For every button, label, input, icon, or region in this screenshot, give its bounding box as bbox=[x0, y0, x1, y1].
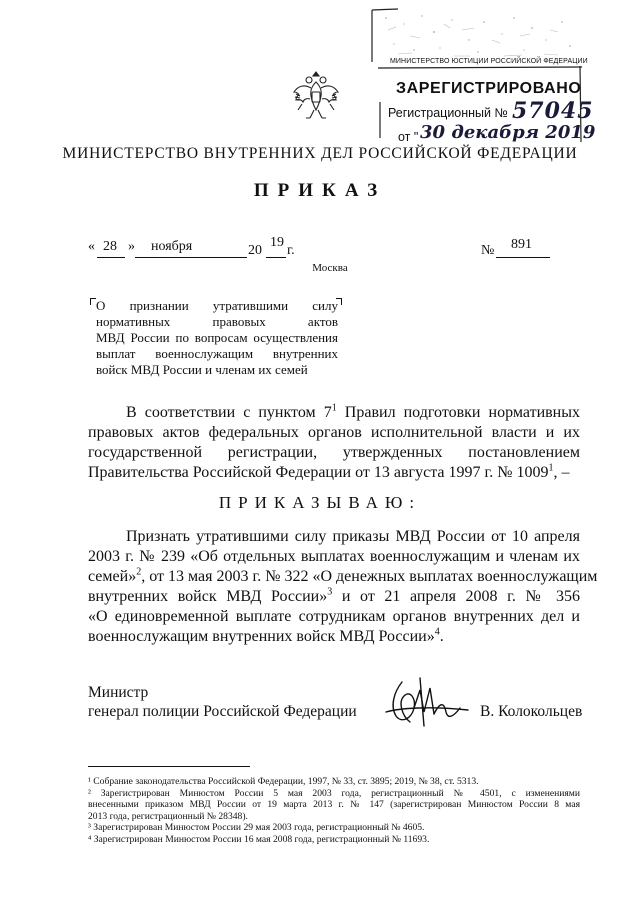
order-number-label: № bbox=[481, 243, 495, 258]
city: Москва bbox=[312, 262, 348, 274]
footnote-separator bbox=[88, 766, 250, 767]
footnote-line: ¹ Собрание законодательства Российской Федерации, 1997, № 33, ст. 3895; 2019, № 38, ст. 5313. bbox=[88, 776, 479, 787]
document-type: ПРИКАЗ bbox=[253, 180, 387, 201]
subject-line: О признании утратившими силу bbox=[96, 298, 338, 313]
order-body-paragraph: Признать утратившими силу приказы МВД России от 10 апреля 2003 г. № 239 «Об отдельных выплатах военнослужащим и членам их семей»$^2$, от 13 мая 2003 г. № 322 «О денежных выплатах военнослужащим внутренних войск МВД России»$^3$ и от 21 апреля 2008 г. № 356 «О единовременной выплате сотрудникам органов внутренних дел и военнослужащим внутренних войск МВД России»$^4$. bbox=[88, 528, 598, 645]
stamp-date-value: 30 декабря 2019 bbox=[420, 122, 596, 143]
date-century: 20 bbox=[248, 243, 262, 258]
stamp-date-label: от " bbox=[398, 130, 419, 144]
footnote-line: внесенными приказом МВД России от 19 марта 2013 г. № 147 (зарегистрирован Минюстом России 8 мая bbox=[88, 799, 580, 811]
signer-name: В. Колокольцев bbox=[480, 703, 583, 720]
date-day: 28 bbox=[103, 239, 117, 254]
stamp-regno-label: Регистрационный № bbox=[388, 106, 508, 120]
footnote-line: ³ Зарегистрирован Минюстом России 29 мая 2003 года, регистрационный № 4605. bbox=[88, 822, 425, 834]
order-verb: ПРИКАЗЫВАЮ: bbox=[218, 493, 422, 512]
footnote-line: ⁴ Зарегистрирован Минюстом России 16 мая 2008 года, регистрационный № 11693. bbox=[88, 833, 430, 845]
registration-stamp bbox=[368, 6, 596, 144]
order-subject bbox=[96, 298, 338, 378]
subject-line: выплат военнослужащим внутренних bbox=[96, 346, 338, 361]
signer-rank: генерал полиции Российской Федерации bbox=[88, 703, 357, 720]
stamp-ministry-name: МИНИСТЕРСТВО ЮСТИЦИИ РОССИЙСКОЙ ФЕДЕРАЦИИ bbox=[390, 58, 588, 65]
preamble-paragraph: В соответствии с пунктом $7^1$ Правил подготовки нормативных правовых актов федеральных органов исполнительной власти и их государственной регистрации, утвержденных постановлением Правительства Российской Федерации от 13 августа 1997 г. № 1009$^1$, – bbox=[88, 402, 580, 481]
date-close-quote: » bbox=[128, 239, 135, 254]
footnote-line: ² Зарегистрирован Минюстом России 5 мая 2003 года, регистрационный № 4501, с изменениями bbox=[88, 787, 580, 799]
ministry-title: МИНИСТЕРСТВО ВНУТРЕННИХ ДЕЛ РОССИЙСКОЙ ФЕДЕРАЦИИ bbox=[62, 145, 578, 162]
footnotes bbox=[88, 776, 580, 846]
date-month: ноября bbox=[151, 239, 193, 254]
signer-title: Министр bbox=[88, 684, 149, 701]
date-open-quote: « bbox=[88, 239, 95, 254]
order-number: 891 bbox=[511, 237, 532, 252]
date-year-suffix: г. bbox=[287, 243, 295, 258]
stamp-registered-label: ЗАРЕГИСТРИРОВАНО bbox=[396, 80, 582, 97]
subject-line: МВД России по вопросам осуществления bbox=[96, 330, 338, 345]
footnote-line: 2013 года, регистрационный № 28348). bbox=[88, 810, 248, 822]
stamp-regno-value: 57045 bbox=[512, 98, 594, 124]
handwritten-signature-icon bbox=[380, 672, 472, 730]
coat-of-arms-icon bbox=[290, 66, 342, 126]
subject-line: войск МВД России и членам их семей bbox=[96, 362, 308, 377]
subject-line: нормативных правовых актов bbox=[96, 314, 338, 329]
date-year: 19 bbox=[270, 235, 284, 250]
